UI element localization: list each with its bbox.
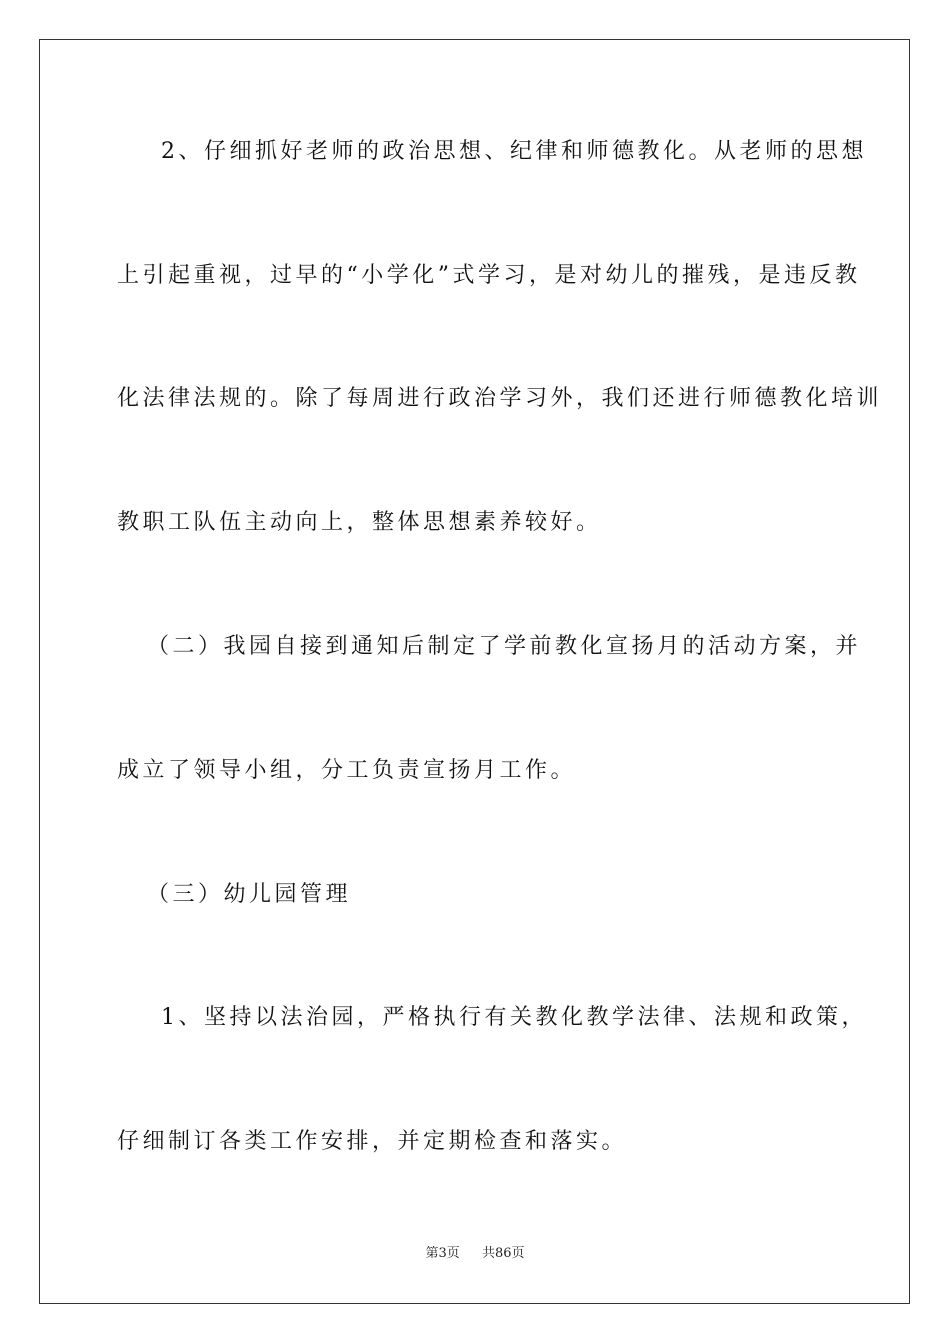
paragraph-line-8: 1、坚持以法治园，严格执行有关教化教学法律、法规和政策， [161,1005,867,1030]
page-footer [0,1245,950,1263]
page-number-current: 第3页 [425,1246,460,1261]
page-number-total: 共86页 [482,1246,525,1261]
paragraph-line-9: 仔细制订各类工作安排，并定期检查和落实。 [117,1129,628,1154]
paragraph-line-1: 2、仔细抓好老师的政治思想、纪律和师德教化。从老师的思想 [161,139,867,164]
page-border [39,39,910,1304]
paragraph-line-6: 成立了领导小组，分工负责宣扬月工作。 [117,758,577,783]
paragraph-line-5: （二）我园自接到通知后制定了学前教化宣扬月的活动方案，并 [147,634,862,659]
paragraph-line-2: 上引起重视，过早的“小学化”式学习，是对幼儿的摧残，是违反教 [117,263,861,288]
paragraph-line-3: 化法律法规的。除了每周进行政治学习外，我们还进行师德教化培训 [117,386,883,411]
paragraph-line-4: 教职工队伍主动向上，整体思想素养较好。 [117,510,602,535]
section-heading-kindergarten-management: （三）幼儿园管理 [147,882,352,907]
